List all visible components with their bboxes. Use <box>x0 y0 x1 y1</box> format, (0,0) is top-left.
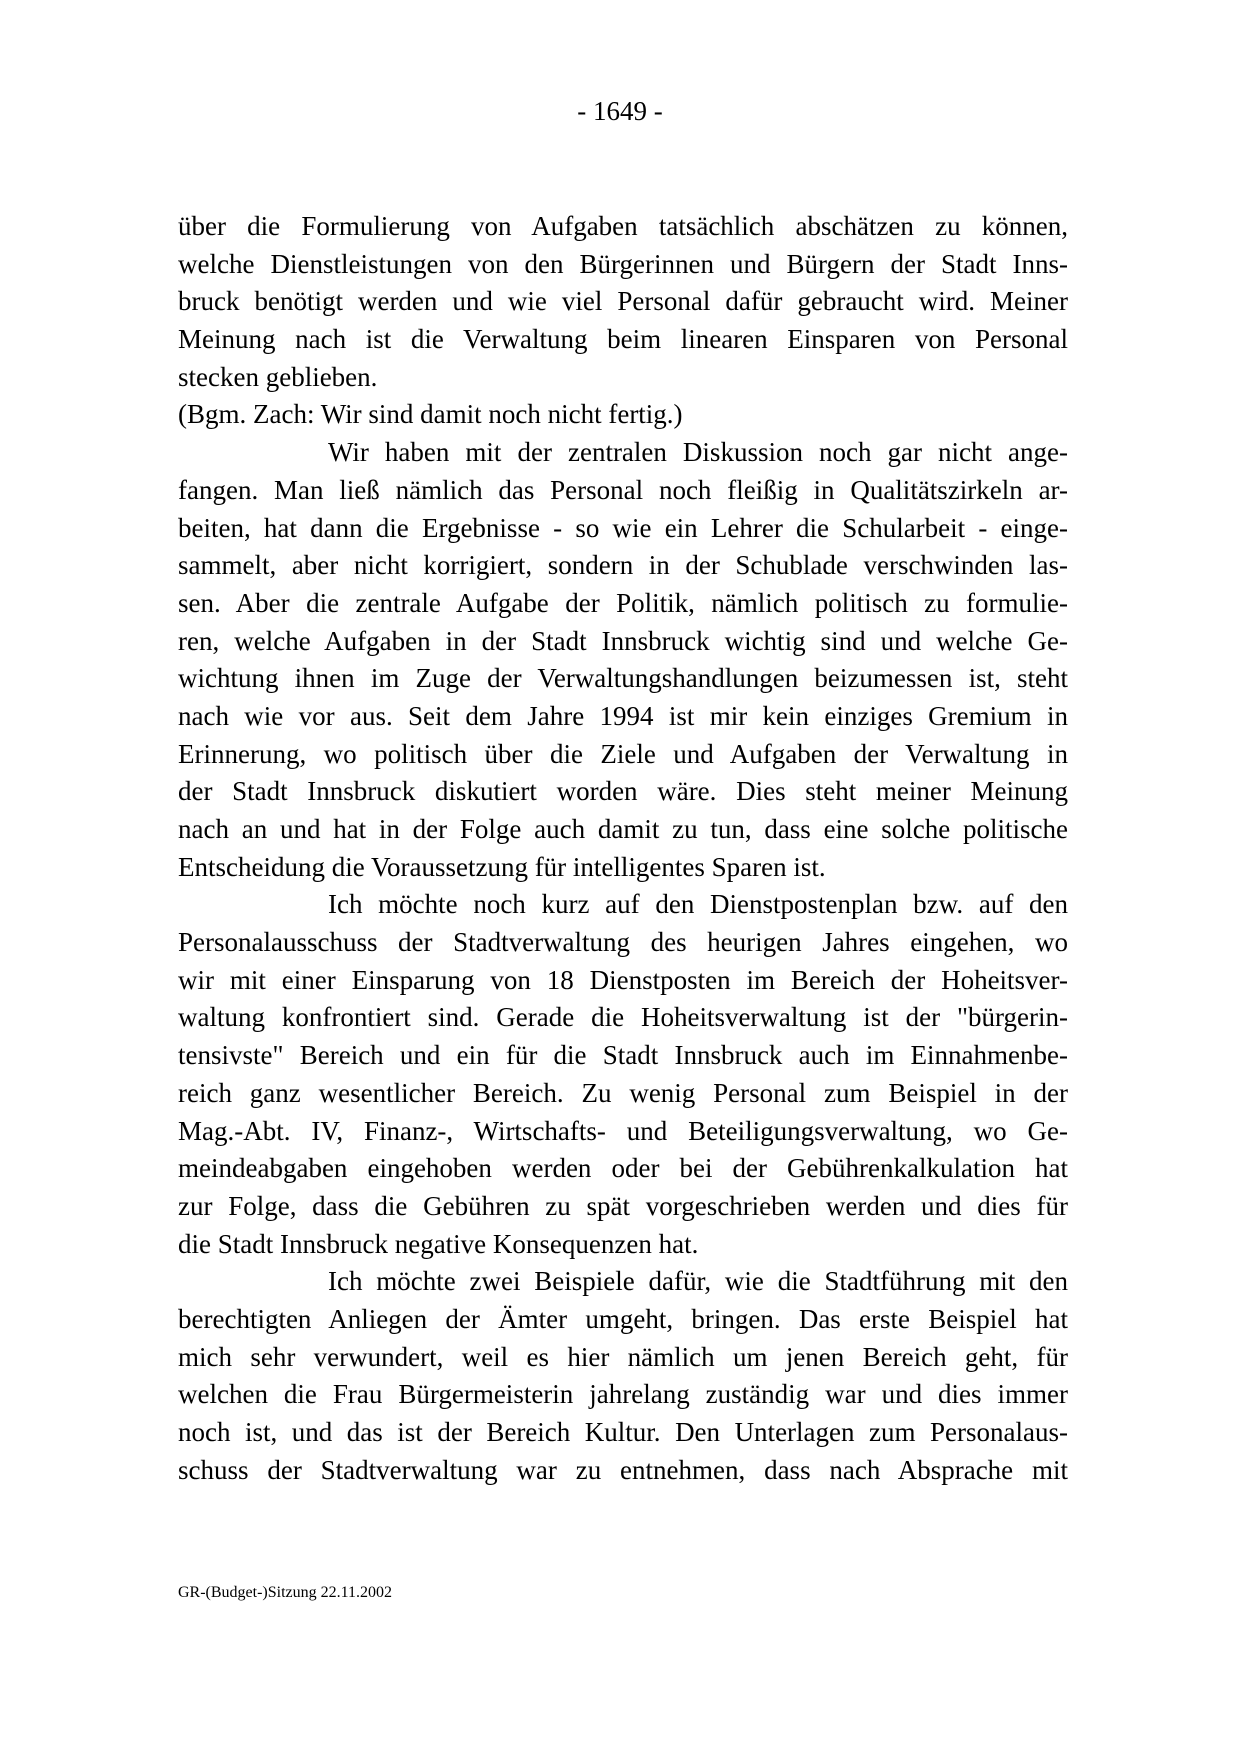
paragraph-first-line: Ich möchte noch kurz auf den Dienstpostenplan bzw. auf den <box>328 889 1068 920</box>
text-line: mich sehr verwundert, weil es hier nämlich um jenen Bereich geht, für <box>178 1341 1068 1372</box>
text-line: nach wie vor aus. Seit dem Jahre 1994 ist mir kein einziges Gremium in <box>178 700 1068 731</box>
footer: GR-(Budget-)Sitzung 22.11.2002 <box>178 1584 393 1601</box>
text-line: bruck benötigt werden und wie viel Personal dafür gebraucht wird. Meiner <box>178 286 1068 317</box>
text-line: welchen die Frau Bürgermeisterin jahrelang zuständig war und dies immer <box>178 1379 1068 1410</box>
text-line: wir mit einer Einsparung von 18 Dienstposten im Bereich der Hoheitsver- <box>178 964 1068 995</box>
text-line: wichtung ihnen im Zuge der Verwaltungshandlungen beizumessen ist, steht <box>178 663 1068 694</box>
text-line: der Stadt Innsbruck diskutiert worden wäre. Dies steht meiner Meinung <box>178 776 1068 807</box>
text-line: Erinnerung, wo politisch über die Ziele und Aufgaben der Verwaltung in <box>178 738 1068 769</box>
text-line: reich ganz wesentlicher Bereich. Zu wenig Personal zum Beispiel in der <box>178 1077 1068 1108</box>
text-line: ren, welche Aufgaben in der Stadt Innsbruck wichtig sind und welche Ge- <box>178 625 1068 656</box>
interjection-line: (Bgm. Zach: Wir sind damit noch nicht fertig.) <box>178 399 683 430</box>
text-line: sammelt, aber nicht korrigiert, sondern in der Schublade verschwinden las- <box>178 550 1068 581</box>
text-line: fangen. Man ließ nämlich das Personal noch fleißig in Qualitätszirkeln ar- <box>178 474 1068 505</box>
text-line: beiten, hat dann die Ergebnisse - so wie ein Lehrer die Schularbeit - einge- <box>178 512 1068 543</box>
text-line: Meinung nach ist die Verwaltung beim linearen Einsparen von Personal <box>178 324 1068 355</box>
text-line: zur Folge, dass die Gebühren zu spät vorgeschrieben werden und dies für <box>178 1190 1068 1221</box>
paragraph-first-line: Ich möchte zwei Beispiele dafür, wie die Stadtführung mit den <box>328 1266 1068 1297</box>
text-line: Personalausschuss der Stadtverwaltung des heurigen Jahres eingehen, wo <box>178 927 1068 958</box>
text-line: schuss der Stadtverwaltung war zu entnehmen, dass nach Absprache mit <box>178 1454 1068 1485</box>
text-line: stecken geblieben. <box>178 361 378 392</box>
text-line: welche Dienstleistungen von den Bürgerinnen und Bürgern der Stadt Inns- <box>178 248 1068 279</box>
text-line: meindeabgaben eingehoben werden oder bei der Gebührenkalkulation hat <box>178 1153 1068 1184</box>
text-line: noch ist, und das ist der Bereich Kultur. Den Unterlagen zum Personalaus- <box>178 1417 1068 1447</box>
text-line: sen. Aber die zentrale Aufgabe der Politik, nämlich politisch zu formulie- <box>178 587 1068 618</box>
text-line: nach an und hat in der Folge auch damit zu tun, dass eine solche politische <box>178 814 1068 844</box>
text-line: über die Formulierung von Aufgaben tatsächlich abschätzen zu können, <box>178 211 1068 241</box>
text-line: Entscheidung die Voraussetzung für intelligentes Sparen ist. <box>178 851 826 882</box>
text-line: tensivste" Bereich und ein für die Stadt Innsbruck auch im Einnahmenbe- <box>178 1040 1068 1071</box>
page-number: - 1649 - <box>577 96 663 126</box>
text-line: berechtigten Anliegen der Ämter umgeht, bringen. Das erste Beispiel hat <box>178 1303 1068 1334</box>
body-text <box>178 208 1068 1489</box>
text-line: waltung konfrontiert sind. Gerade die Hoheitsverwaltung ist der "bürgerin- <box>178 1002 1068 1033</box>
text-line: Mag.-Abt. IV, Finanz-, Wirtschafts- und Beteiligungsverwaltung, wo Ge- <box>178 1115 1068 1146</box>
text-line: die Stadt Innsbruck negative Konsequenzen hat. <box>178 1228 699 1259</box>
paragraph-first-line: Wir haben mit der zentralen Diskussion noch gar nicht ange- <box>328 437 1068 468</box>
